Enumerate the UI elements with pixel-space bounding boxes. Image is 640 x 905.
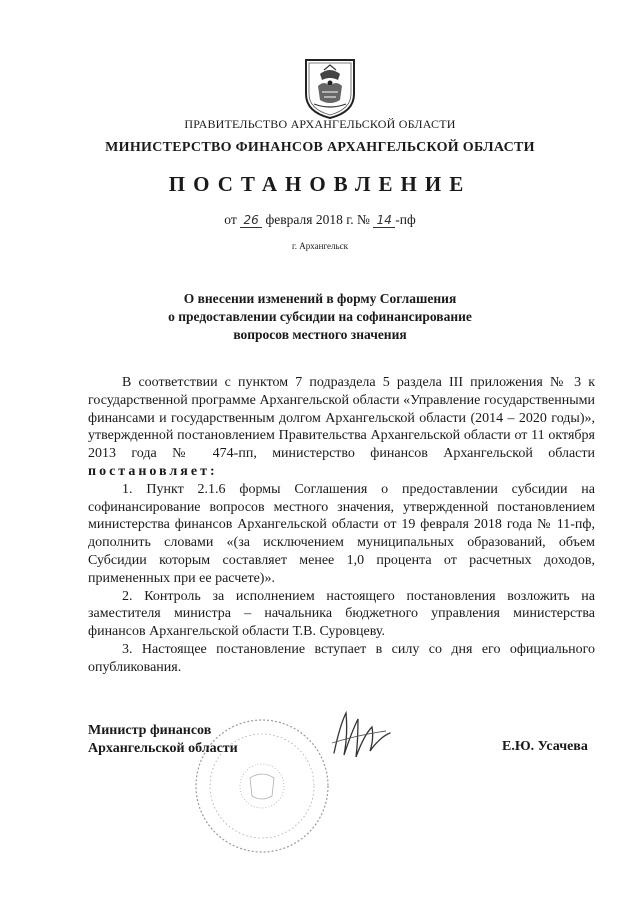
government-name: ПРАВИТЕЛЬСТВО АРХАНГЕЛЬСКОЙ ОБЛАСТИ: [184, 117, 456, 131]
date-prefix: от: [224, 212, 237, 227]
document-body: [88, 374, 595, 677]
date-middle: февраля 2018 г. №: [265, 212, 370, 227]
signatory-title: [88, 722, 238, 758]
signatory-title-line-2: Архангельской области: [88, 741, 238, 756]
coat-of-arms-icon: [298, 56, 362, 120]
item-1: 1. Пункт 2.1.6 формы Соглашения о предоставлении субсидии на софинансирование вопросов местного значения, утвержденной постановлением министерства финансов Архангельской области от 19 февраля 2018 года № 11-пф, дополнить словами «(за исключением муниципальных образований, объем Субсидии которым составляет менее 1,0 процента от расчетных доходов, примененных при ее расчете)».: [88, 481, 595, 586]
city: г. Архангельск: [292, 241, 348, 251]
item-2: 2. Контроль за исполнением настоящего постановления возложить на заместителя министра – начальника бюджетного управления министерства финансов Архангельской области Т.В. Суровцеву.: [88, 588, 595, 640]
subject-line-3: вопросов местного значения: [233, 327, 407, 342]
intro-text: В соответствии с пунктом 7 подраздела 5 раздела III приложения № 3 к государственной программе Архангельской области «Управление государственными финансами и государственным долгом Архангельской области (2014 – 2020 годы)», утвержденной постановлением Правительства Архангельской области от 11 октября 2013 года № 474-пп, министерство финансов Архангельской области: [88, 375, 595, 462]
date-number-line: [0, 212, 640, 228]
signatory-title-line-1: Министр финансов: [88, 723, 212, 738]
handwritten-signature-icon: [328, 705, 398, 765]
document-subject: [0, 290, 640, 344]
number-suffix: -пф: [395, 212, 416, 227]
ministry-name: МИНИСТЕРСТВО ФИНАНСОВ АРХАНГЕЛЬСКОЙ ОБЛАСТИ: [105, 140, 535, 155]
document-type: ПОСТАНОВЛЕНИЕ: [168, 172, 472, 196]
resolves-word: постановляет:: [88, 463, 218, 479]
intro-paragraph: [88, 374, 595, 481]
document-number: 14: [373, 213, 395, 228]
subject-line-2: о предоставлении субсидии на софинансирование: [168, 309, 472, 324]
subject-line-1: О внесении изменений в форму Соглашения: [183, 291, 457, 306]
signatory-name: Е.Ю. Усачева: [502, 739, 588, 754]
date-day: 26: [240, 213, 262, 228]
item-3: 3. Настоящее постановление вступает в силу со дня его официального опубликования.: [88, 641, 595, 675]
